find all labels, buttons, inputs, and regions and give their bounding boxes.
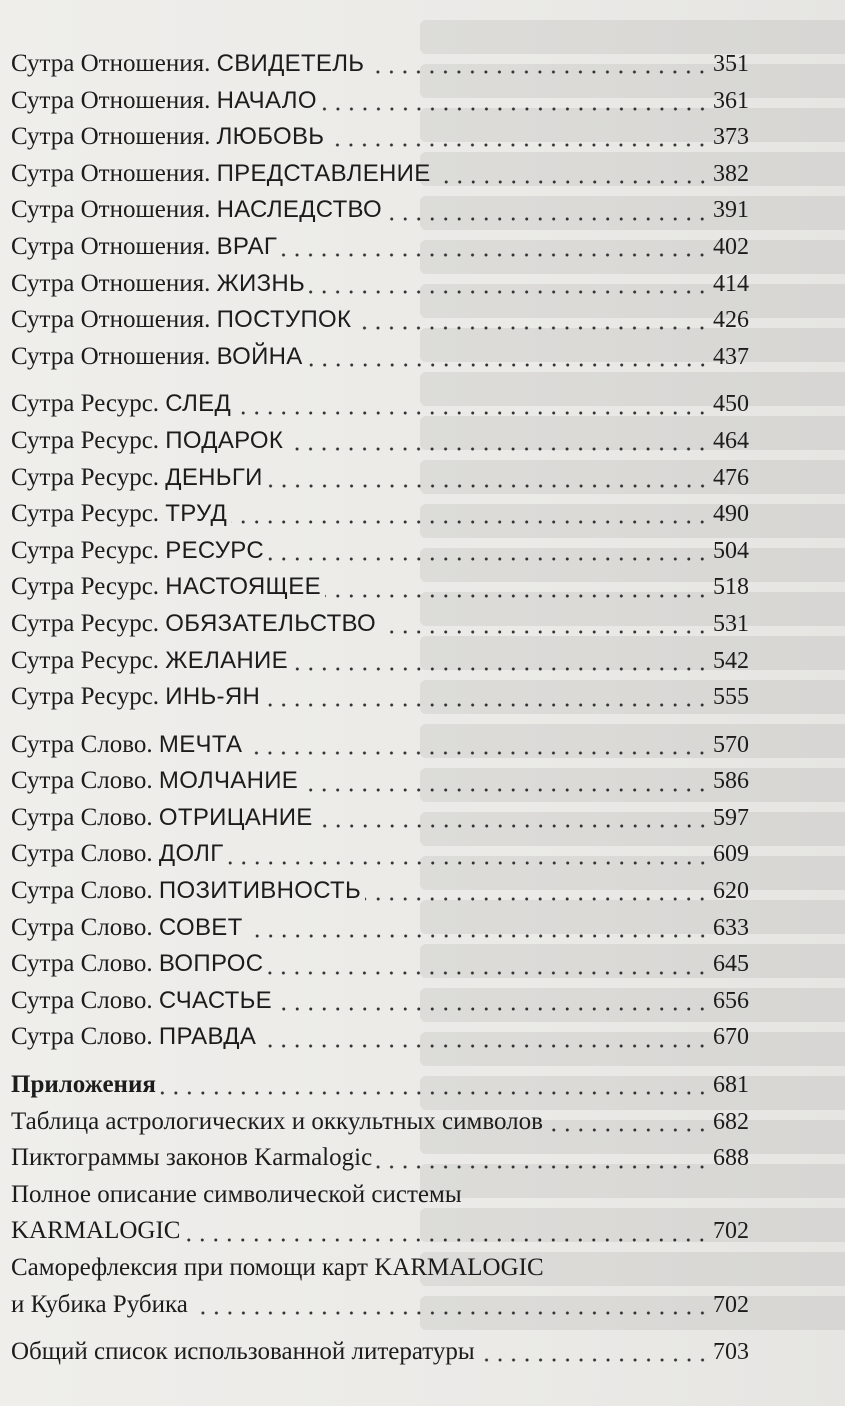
entry-page-number: 490: [713, 501, 749, 528]
entry-title: [11, 156, 431, 193]
entry-title: [11, 800, 313, 837]
entry-section-prefix: Сутра Отношения.: [11, 232, 217, 260]
entry-title: [11, 679, 260, 716]
toc-entry: [11, 83, 749, 120]
entry-page-number: 476: [713, 464, 749, 491]
entry-title: [11, 763, 298, 800]
entry-title: [11, 643, 288, 680]
toc-entry: [11, 836, 749, 873]
entry-section-prefix: Сутра Слово.: [11, 950, 159, 978]
entry-sutra-name: ОБЯЗАТЕЛЬСТВО: [165, 609, 377, 637]
entry-title: [11, 533, 264, 570]
dot-leader: [307, 362, 709, 368]
appendix-entry: [11, 1104, 749, 1141]
entry-section-prefix: Сутра Отношения.: [11, 306, 217, 334]
entry-section-prefix: Сутра Ресурс.: [11, 426, 166, 454]
entry-page-number: 555: [713, 684, 749, 711]
entry-title: [11, 910, 243, 947]
entry-section-prefix: Сутра Ресурс.: [11, 536, 166, 564]
toc-entry: [11, 763, 749, 800]
entry-title: [11, 339, 303, 376]
dot-leader: [260, 1043, 709, 1049]
entry-section-prefix: Сутра Ресурс.: [11, 390, 166, 418]
entry-title: [11, 302, 351, 339]
entry-page-number: 437: [713, 343, 749, 370]
entry-sutra-name: ПОДАРОК: [165, 426, 284, 454]
entry-sutra-name: НАСТОЯЩЕЕ: [165, 573, 321, 601]
entry-sutra-name: СВИДЕТЕЛЬ: [216, 50, 365, 77]
toc-entry: [11, 643, 749, 680]
entry-sutra-name: ПОСТУПОК: [216, 306, 352, 334]
toc-entry: [11, 156, 749, 193]
toc-entry: [11, 229, 749, 266]
entry-section-prefix: Сутра Ресурс.: [11, 573, 166, 601]
entry-section-prefix: Сутра Слово.: [11, 877, 159, 905]
dot-leader: [302, 787, 709, 793]
entry-sutra-name: ПРЕДСТАВЛЕНИЕ: [216, 159, 431, 187]
dot-leader: [292, 666, 709, 672]
appendix-entry: [11, 1250, 749, 1287]
entry-sutra-name: МОЛЧАНИЕ: [158, 767, 299, 795]
entry-section-prefix: Сутра Отношения.: [11, 86, 217, 114]
entry-sutra-name: МЕЧТА: [158, 730, 243, 758]
dot-leader: [231, 519, 709, 525]
entry-page-number: 620: [713, 878, 749, 905]
entry-title: [11, 983, 272, 1020]
entry-page-number: 609: [713, 841, 749, 868]
toc-entry: [11, 302, 749, 339]
entry-section-prefix: Сутра Отношения.: [11, 196, 217, 224]
entry-page-number: 670: [713, 1024, 749, 1051]
entry-page-number: 586: [713, 768, 749, 795]
entry-sutra-name: ОТРИЦАНИЕ: [158, 803, 313, 831]
entry-section-prefix: Сутра Ресурс.: [11, 683, 166, 711]
entry-sutra-name: ВОЙНА: [216, 342, 303, 370]
toc-entry: [11, 423, 749, 460]
dot-leader: [228, 860, 709, 866]
entry-section-prefix: Сутра Отношения.: [11, 159, 217, 187]
entry-sutra-name: ПОЗИТИВНОСТЬ: [158, 877, 362, 905]
entry-sutra-name: НАСЛЕДСТВО: [216, 196, 383, 224]
entry-section-prefix: Сутра Слово.: [11, 803, 159, 831]
entry-title: Полное описание символической системы: [11, 1180, 462, 1208]
entry-page-number: 703: [713, 1339, 749, 1366]
entry-page-number: 373: [713, 124, 749, 151]
entry-section-prefix: Сутра Ресурс.: [11, 500, 166, 528]
toc-entry: [11, 119, 749, 156]
entry-title: [11, 873, 361, 910]
entry-page-number: 426: [713, 307, 749, 334]
entry-sutra-name: ЖИЗНЬ: [216, 269, 306, 297]
entry-page-number: 633: [713, 914, 749, 941]
toc-entry: [11, 606, 749, 643]
entry-sutra-name: ПРАВДА: [158, 1023, 257, 1051]
entry-title: [11, 423, 283, 460]
dot-leader: [192, 1310, 709, 1316]
entry-section-prefix: Сутра Слово.: [11, 767, 159, 795]
appendix-entry: [11, 1287, 749, 1324]
entry-section-prefix: Сутра Слово.: [11, 986, 159, 1014]
entry-sutra-name: ИНЬ-ЯН: [165, 683, 261, 711]
entry-title: [11, 119, 324, 156]
entry-page-number: 656: [713, 987, 749, 1014]
appendix-entry: [11, 1213, 749, 1250]
entry-sutra-name: ВОПРОС: [158, 950, 264, 978]
entry-title: KARMALOGIC: [11, 1217, 181, 1245]
entry-title: [11, 266, 305, 303]
bibliography-entry: [11, 1334, 749, 1371]
entry-title: Саморефлексия при помощи карт KARMALOGIC: [11, 1254, 544, 1281]
dot-leader: [267, 483, 709, 489]
entry-title: [11, 569, 321, 606]
dot-leader: [321, 106, 709, 112]
entry-sutra-name: ВРАГ: [216, 232, 278, 260]
entry-sutra-name: ЖЕЛАНИЕ: [165, 646, 288, 674]
dot-leader: [479, 1357, 709, 1363]
entry-title: Общий список использованной литературы: [11, 1338, 475, 1366]
dot-leader: [376, 1164, 709, 1170]
toc-entry: [11, 496, 749, 533]
dot-leader: [328, 142, 709, 148]
appendix-entry: [11, 1140, 749, 1177]
toc-entry: [11, 266, 749, 303]
toc-entry: [11, 533, 749, 570]
entry-title: [11, 606, 376, 643]
toc-entry: [11, 873, 749, 910]
toc-entry: [11, 569, 749, 606]
toc-entry: [11, 339, 749, 376]
dot-leader: [325, 593, 709, 599]
entry-page-number: 382: [713, 160, 749, 187]
entry-title: и Кубика Рубика: [11, 1290, 188, 1318]
appendix-entry: [11, 1177, 749, 1214]
entry-sutra-name: ДЕНЬГИ: [165, 463, 263, 491]
entry-title: Приложения: [11, 1071, 156, 1099]
entry-page-number: 681: [713, 1072, 749, 1099]
entry-sutra-name: РЕСУРС: [165, 536, 264, 564]
entry-sutra-name: СОВЕТ: [158, 913, 243, 941]
dot-leader: [268, 556, 709, 562]
entry-page-number: 351: [713, 51, 749, 77]
entry-page-number: 518: [713, 574, 749, 601]
dot-leader: [317, 823, 709, 829]
entry-page-number: 464: [713, 427, 749, 454]
entry-section-prefix: Сутра Ресурс.: [11, 463, 166, 491]
toc-entry: [11, 1019, 749, 1056]
toc-entry: [11, 946, 749, 983]
dot-leader: [386, 216, 709, 222]
entry-title: [11, 83, 317, 120]
entry-section-prefix: Сутра Отношения.: [11, 123, 217, 151]
toc-entry: [11, 910, 749, 947]
entry-title: [11, 229, 277, 266]
dot-leader: [435, 179, 709, 185]
toc-entry: [11, 679, 749, 716]
dot-leader: [287, 446, 709, 452]
entry-sutra-name: ДОЛГ: [158, 840, 224, 868]
entry-title: [11, 496, 227, 533]
dot-leader: [264, 702, 709, 708]
entry-title: [11, 192, 382, 229]
entry-page-number: 702: [713, 1218, 749, 1245]
entry-page-number: 682: [713, 1108, 749, 1135]
entry-section-prefix: Сутра Слово.: [11, 913, 159, 941]
entry-page-number: 402: [713, 233, 749, 260]
toc-entry: [11, 800, 749, 837]
toc-entry: [11, 192, 749, 229]
dot-leader: [267, 970, 709, 976]
entry-page-number: 504: [713, 537, 749, 564]
entry-page-number: 570: [713, 731, 749, 758]
dot-leader: [160, 1090, 709, 1096]
entry-sutra-name: НАЧАЛО: [216, 86, 317, 114]
entry-title: Пиктограммы законов Karmalogic: [11, 1144, 373, 1172]
entry-title: [11, 1019, 256, 1056]
dot-leader: [246, 750, 709, 756]
dot-leader: [184, 1237, 709, 1243]
dot-leader: [368, 69, 709, 75]
entry-title: [11, 946, 263, 983]
entry-page-number: 391: [713, 197, 749, 224]
entry-title: [11, 460, 263, 497]
entry-section-prefix: Сутра Отношения.: [11, 342, 217, 370]
entry-page-number: 531: [713, 610, 749, 637]
toc-entry: [11, 386, 749, 423]
toc-entry: [11, 46, 749, 83]
dot-leader: [380, 629, 709, 635]
entry-title: [11, 727, 242, 764]
dot-leader: [281, 252, 709, 258]
dot-leader: [247, 933, 709, 939]
entry-page-number: 450: [713, 391, 749, 418]
entry-sutra-name: ЛЮБОВЬ: [216, 123, 325, 151]
dot-leader: [309, 289, 709, 295]
dot-leader: [235, 410, 709, 416]
toc-entry: [11, 727, 749, 764]
entry-section-prefix: Сутра Ресурс.: [11, 609, 166, 637]
entry-section-prefix: Сутра Отношения.: [11, 50, 217, 77]
dot-leader: [355, 325, 709, 331]
toc-entry: [11, 983, 749, 1020]
table-of-contents: [11, 46, 749, 1371]
dot-leader: [276, 1006, 709, 1012]
entry-page-number: 542: [713, 647, 749, 674]
entry-page-number: 645: [713, 951, 749, 978]
entry-title: Таблица астрологических и оккультных символов: [11, 1107, 543, 1135]
entry-title: [11, 836, 224, 873]
toc-entry: [11, 460, 749, 497]
entry-page-number: 688: [713, 1145, 749, 1172]
entry-page-number: 597: [713, 804, 749, 831]
entry-sutra-name: СЧАСТЬЕ: [158, 986, 272, 1014]
appendix-heading: [11, 1067, 749, 1104]
entry-page-number: 361: [713, 87, 749, 114]
entry-section-prefix: Сутра Ресурс.: [11, 646, 166, 674]
dot-leader: [547, 1127, 709, 1133]
entry-section-prefix: Сутра Слово.: [11, 730, 159, 758]
entry-section-prefix: Сутра Слово.: [11, 1023, 159, 1051]
entry-sutra-name: СЛЕД: [165, 390, 232, 418]
entry-title: [11, 386, 231, 423]
dot-leader: [365, 896, 709, 902]
entry-section-prefix: Сутра Отношения.: [11, 269, 217, 297]
entry-sutra-name: ТРУД: [165, 500, 228, 528]
entry-section-prefix: Сутра Слово.: [11, 840, 159, 868]
entry-title: [11, 46, 364, 83]
entry-page-number: 702: [713, 1291, 749, 1318]
entry-page-number: 414: [713, 270, 749, 297]
